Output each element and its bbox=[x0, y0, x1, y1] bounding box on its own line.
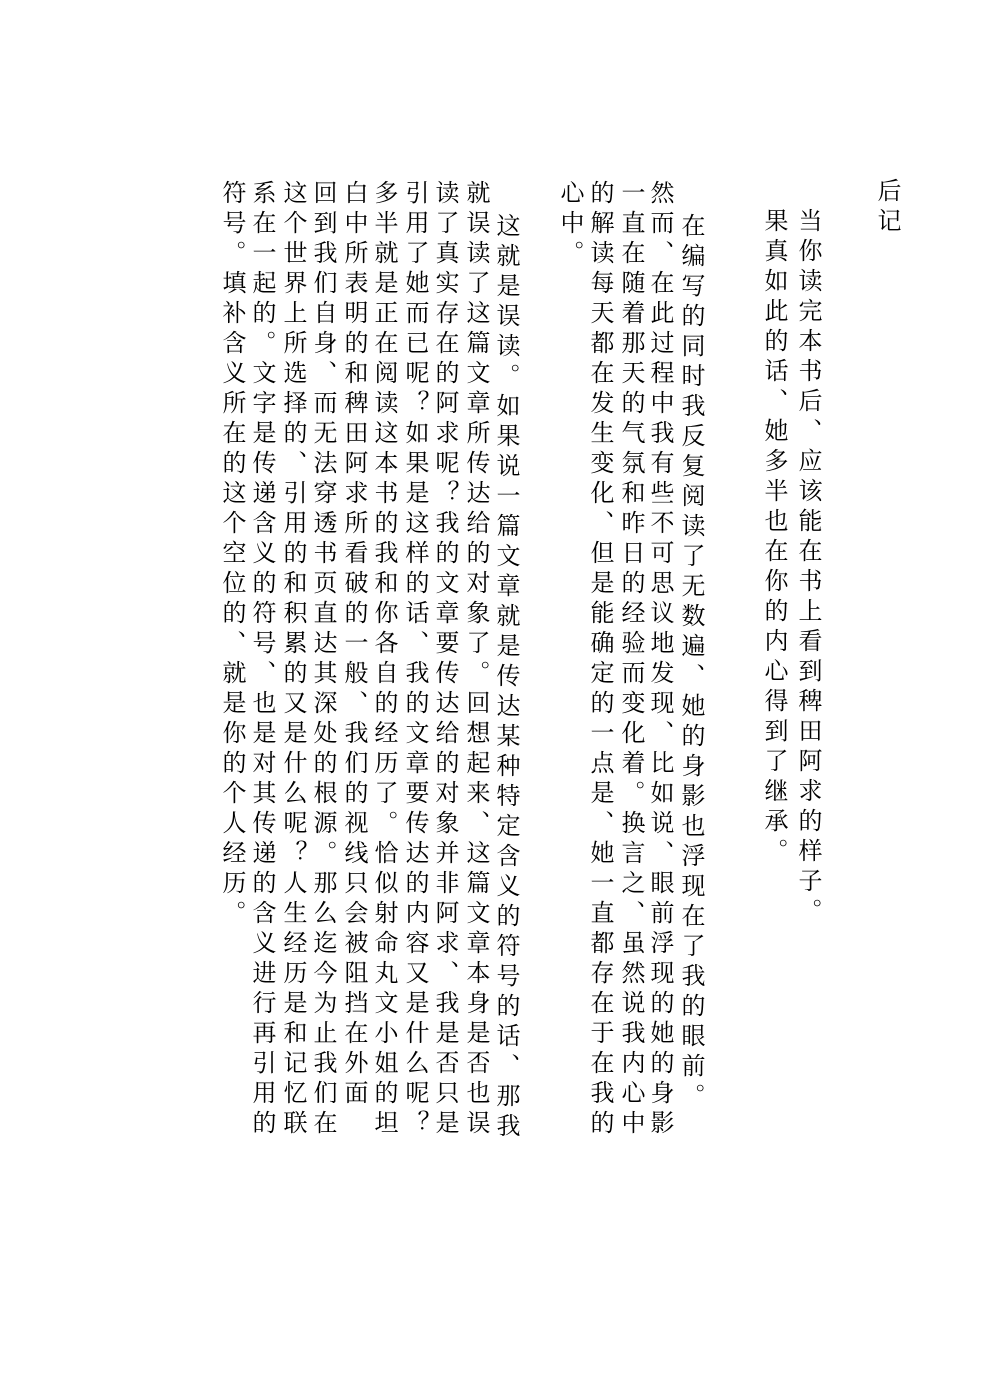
text-column: 读了真实存在的阿求呢？我的文章要传达给的对象并非阿求、我是否只是 bbox=[431, 180, 459, 1140]
text-column: 然而、在此过程中我有些不可思议地发现、比如说、眼前浮现的她的身影 bbox=[646, 180, 674, 1140]
text-column: 这就是误读。如果说一篇文章就是传达某种特定含义的符号的话、那我 bbox=[492, 213, 520, 1143]
text-column: 引用了她而已呢？如果是这样的话、我的文章要传达的内容又是什么呢？ bbox=[401, 180, 429, 1140]
text-column: 的解读每天都在发生变化、但是能确定的一点是、她一直都存在于在我的 bbox=[586, 180, 614, 1140]
text-column: 在编写的同时我反复阅读了无数遍、她的身影也浮现在了我的眼前。 bbox=[677, 213, 705, 1113]
text-column: 就误读了这篇文章所传达给的对象了。回想起来、这篇文章本身是否也误 bbox=[462, 180, 490, 1140]
text-column: 多半就是正在阅读这本书的我和你各自的经历了。恰似射命丸文小姐的坦 bbox=[370, 180, 398, 1140]
section-title: 后记 bbox=[873, 178, 901, 238]
text-column: 系在一起的。文字是传递含义的符号、也是对其传递的含义进行再引用的 bbox=[248, 180, 276, 1140]
text-column: 一直在随着那天的气氛和昨日的经验而变化着。换言之、虽然说我内心中 bbox=[617, 180, 645, 1140]
text-column: 这个世界上所选择的、引用的和积累的又是什么呢？人生经历是和记忆联 bbox=[279, 180, 307, 1140]
text-column: 白中所表明的和稗田阿求所看破的一般、我们的视线只会被阻挡在外面 bbox=[340, 180, 368, 1110]
text-column: 果真如此的话、她多半也在你的内心得到了继承。 bbox=[760, 208, 788, 868]
text-column: 当你读完本书后、应该能在书上看到稗田阿求的样子。 bbox=[794, 208, 822, 928]
text-column: 符号。填补含义所在的这个空位的、就是你的个人经历。 bbox=[218, 180, 246, 930]
text-column: 心中。 bbox=[556, 180, 584, 270]
text-column: 回到我们自身、而无法穿透书页直达其深处的根源。那么迄今为止我们在 bbox=[309, 180, 337, 1140]
